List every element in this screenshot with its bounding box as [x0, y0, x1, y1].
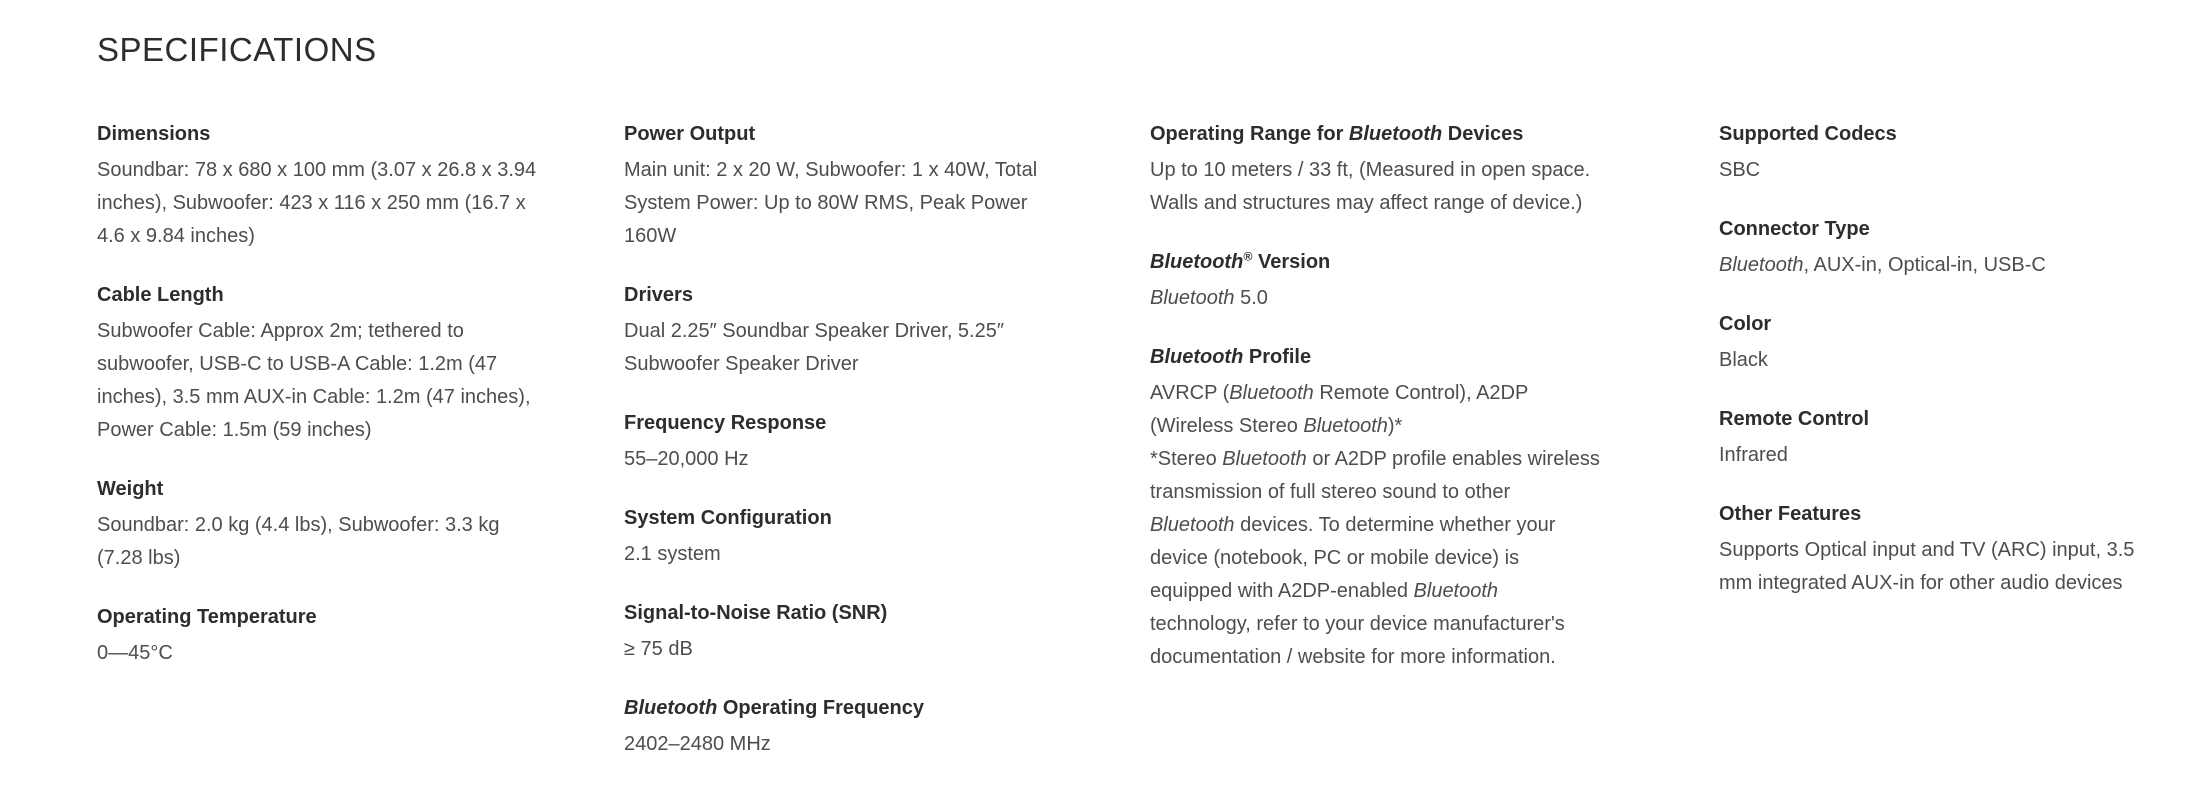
spec-value: SBC [1719, 159, 1761, 181]
spec-column [1150, 122, 1600, 674]
spec-heading: Operating Range for Bluetooth Devices [1150, 123, 1524, 145]
spec-heading: Weight [97, 478, 164, 500]
spec-value: AVRCP (Bluetooth Remote Control), A2DP (Wireless Stereo Bluetooth)* *Stereo Bluetooth or A2DP profile enables wireless transmission of full stereo sound to other Bluetooth devices. To determine whether your device (notebook, PC or mobile device) is equipped with A2DP-enabled Bluetooth technology, refer to your device manufacturer's documentation / website for more information. [1150, 382, 1600, 668]
spec-heading: Connector Type [1719, 218, 1870, 240]
spec-heading: Color [1719, 313, 1772, 335]
spec-heading: Dimensions [97, 123, 211, 145]
spec-heading: System Configuration [624, 507, 832, 529]
spec-value: Bluetooth 5.0 [1150, 287, 1268, 309]
spec-value: Subwoofer Cable: Approx 2m; tethered to subwoofer, USB-C to USB-A Cable: 1.2m (47 inches), 3.5 mm AUX-in Cable: 1.2m (47 inches), Power Cable: 1.5m (59 inches) [97, 320, 531, 441]
spec-value: Supports Optical input and TV (ARC) input, 3.5 mm integrated AUX-in for other audio devices [1719, 539, 2135, 594]
spec-value: Main unit: 2 x 20 W, Subwoofer: 1 x 40W, Total System Power: Up to 80W RMS, Peak Power 160W [624, 159, 1038, 247]
spec-heading: Bluetooth Operating Frequency [624, 697, 925, 719]
spec-heading: Supported Codecs [1719, 123, 1897, 145]
spec-heading: Power Output [624, 123, 756, 145]
spec-value: ≥ 75 dB [624, 638, 693, 660]
spec-value: Dual 2.25″ Soundbar Speaker Driver, 5.25″ Subwoofer Speaker Driver [624, 320, 1004, 375]
spec-heading: Operating Temperature [97, 606, 317, 628]
spec-value: Soundbar: 2.0 kg (4.4 lbs), Subwoofer: 3.3 kg (7.28 lbs) [97, 514, 500, 569]
spec-value: Black [1719, 349, 1768, 371]
spec-heading: Remote Control [1719, 408, 1869, 430]
spec-value: Soundbar: 78 x 680 x 100 mm (3.07 x 26.8 x 3.94 inches), Subwoofer: 423 x 116 x 250 mm (16.7 x 4.6 x 9.84 inches) [97, 159, 537, 247]
spec-heading: Bluetooth® Version [1150, 249, 1331, 273]
spec-column [624, 122, 1066, 761]
spec-value: Infrared [1719, 444, 1788, 466]
spec-heading: Bluetooth Profile [1150, 346, 1312, 368]
spec-heading: Cable Length [97, 284, 224, 306]
spec-heading: Other Features [1719, 503, 1862, 525]
spec-value: 0—45°C [97, 642, 173, 664]
page-title: SPECIFICATIONS [97, 31, 377, 68]
spec-heading: Signal-to-Noise Ratio (SNR) [624, 602, 888, 624]
spec-column [97, 122, 544, 670]
spec-value: 2402–2480 MHz [624, 733, 771, 755]
spec-heading: Drivers [624, 284, 693, 306]
spec-column [1719, 122, 2151, 600]
spec-value: 2.1 system [624, 543, 721, 565]
spec-heading: Frequency Response [624, 412, 827, 434]
spec-value: Up to 10 meters / 33 ft, (Measured in open space. Walls and structures may affect range of device.) [1150, 159, 1591, 214]
spec-value: Bluetooth, AUX-in, Optical-in, USB-C [1719, 254, 2046, 276]
spec-value: 55–20,000 Hz [624, 448, 749, 470]
